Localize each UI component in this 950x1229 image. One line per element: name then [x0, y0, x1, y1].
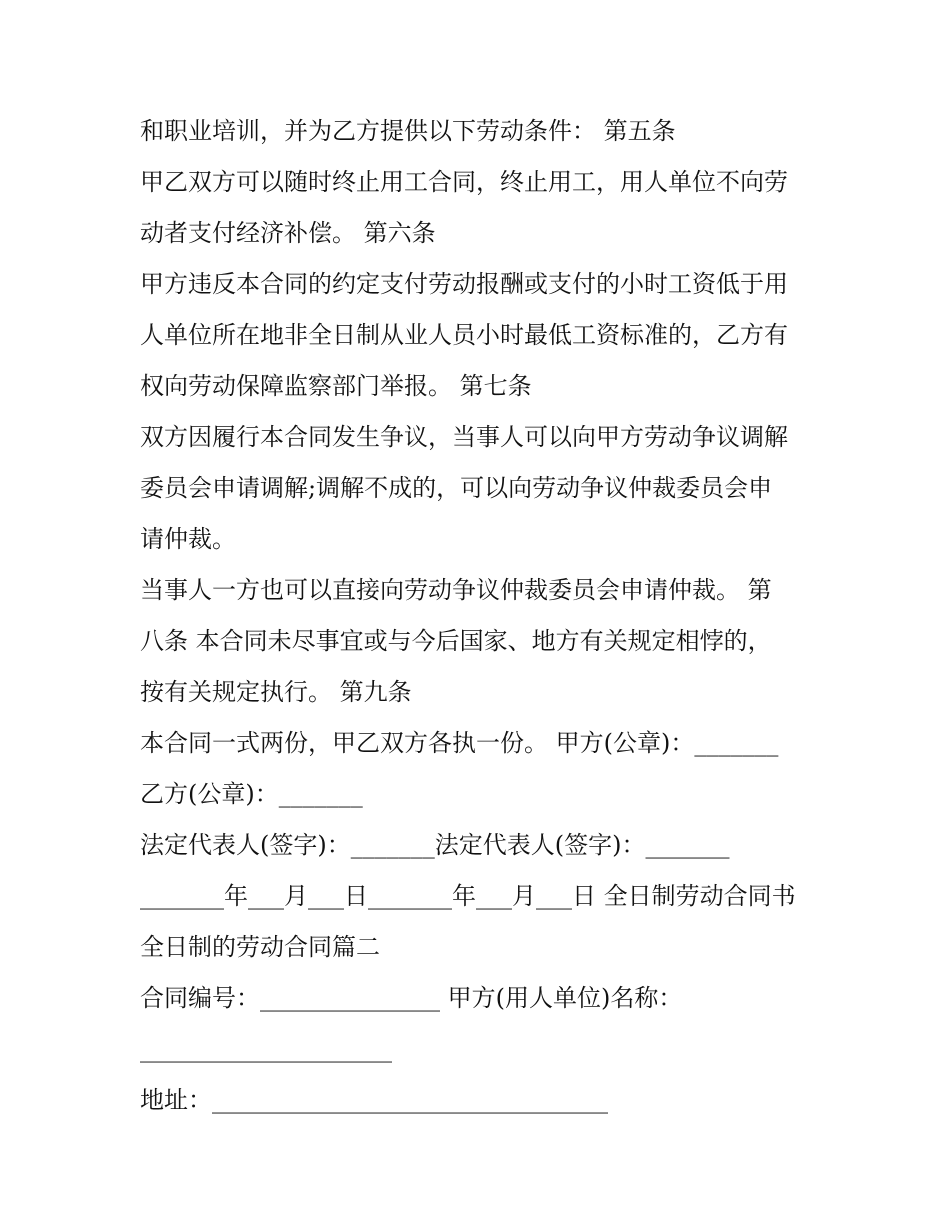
text-line: 按有关规定执行。 第九条 [140, 678, 412, 706]
text-line: 甲方违反本合同的约定支付劳动报酬或支付的小时工资低于用 [140, 270, 788, 298]
text-line: 法定代表人(签字)：_______法定代表人(签字)：_______ [140, 831, 730, 859]
text-line: 全日制的劳动合同篇二 [140, 933, 380, 961]
text-line: 合同编号：_______________ 甲方(用人单位)名称： [140, 984, 683, 1012]
text-line: 和职业培训，并为乙方提供以下劳动条件： 第五条 [140, 117, 676, 145]
text-line: 乙方(公章)：_______ [140, 780, 363, 808]
text-line: 双方因履行本合同发生争议，当事人可以向甲方劳动争议调解 [140, 423, 788, 451]
text-line: 动者支付经济补偿。 第六条 [140, 219, 436, 247]
text-line: 委员会申请调解;调解不成的，可以向劳动争议仲裁委员会申 [140, 474, 773, 502]
text-line: 地址：_________________________________ [140, 1086, 608, 1114]
contract-text [140, 106, 820, 1126]
text-line: 权向劳动保障监察部门举报。 第七条 [140, 372, 532, 400]
text-line: 人单位所在地非全日制从业人员小时最低工资标准的，乙方有 [140, 321, 788, 349]
text-line: 本合同一式两份，甲乙双方各执一份。 甲方(公章)：_______ [140, 729, 779, 757]
text-line: _______年___月___日_______年___月___日 全日制劳动合同书 [140, 882, 796, 910]
text-line: 请仲裁。 [140, 525, 236, 553]
text-line: 八条 本合同未尽事宜或与今后国家、地方有关规定相悖的， [140, 627, 772, 655]
text-line: 甲乙双方可以随时终止用工合同，终止用工，用人单位不向劳 [140, 168, 788, 196]
text-line: _____________________ [140, 1035, 392, 1063]
text-line: 当事人一方也可以直接向劳动争议仲裁委员会申请仲裁。 第 [140, 576, 772, 604]
